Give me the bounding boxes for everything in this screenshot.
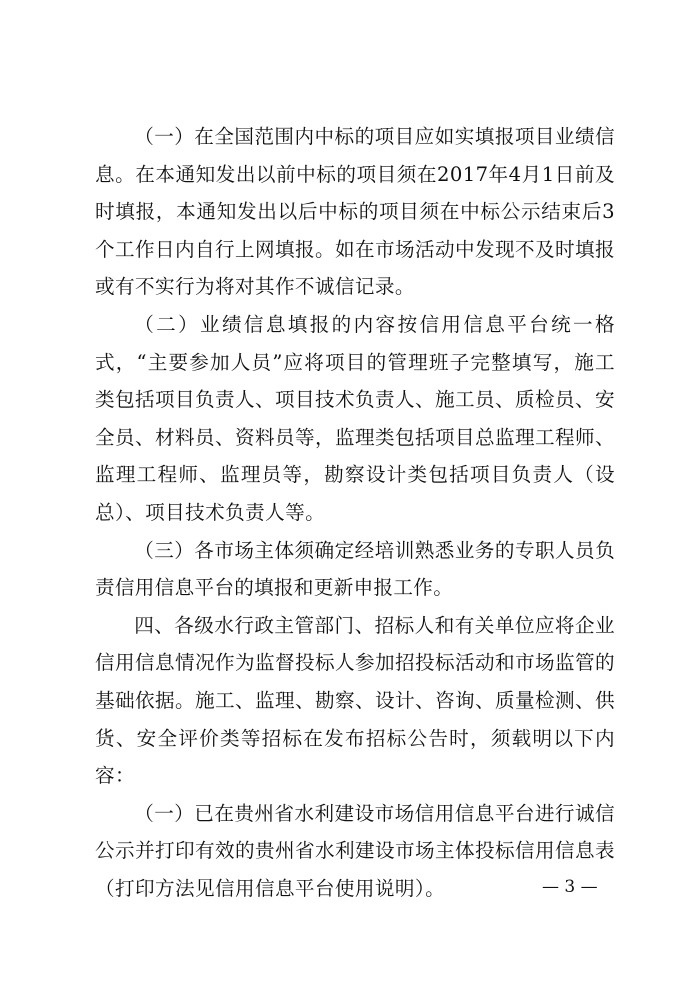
paragraph-performance-info-reporting: （一）在全国范围内中标的项目应如实填报项目业绩信息。在本通知发出以前中标的项目须在2017年4月1日前及时填报，本通知发出以后中标的项目须在中标公示结束后3个工作日内自行上网填报。如在市场活动中发现不及时填报或有不实行为将对其作不诚信记录。 bbox=[95, 125, 615, 299]
document-body bbox=[95, 118, 615, 907]
paragraph-dedicated-staff: （三）各市场主体须确定经培训熟悉业务的专职人员负责信用信息平台的填报和更新申报工作。 bbox=[95, 538, 615, 600]
page-number: — 3 — bbox=[542, 877, 598, 897]
paragraph-reporting-format: （二）业绩信息填报的内容按信用信息平台统一格式，“主要参加人员”应将项目的管理班子完整填写，施工类包括项目负责人、项目技术负责人、施工员、质检员、安全员、材料员、资料员等，监理类包括项目总监理工程师、监理工程师、监理员等，勘察设计类包括项目负责人（设总）、项目技术负责人等。 bbox=[95, 312, 615, 524]
paragraph-section-four: 四、各级水行政主管部门、招标人和有关单位应将企业信用信息情况作为监督投标人参加招投标活动和市场监管的基础依据。施工、监理、勘察、设计、咨询、质量检测、供货、安全评价类等招标在发布招标公告时，须载明以下内容： bbox=[95, 613, 615, 788]
paragraph-credit-disclosure: （一）已在贵州省水利建设市场信用信息平台进行诚信公示并打印有效的贵州省水利建设市场主体投标信用信息表（打印方法见信用信息平台使用说明）。 bbox=[95, 801, 615, 900]
